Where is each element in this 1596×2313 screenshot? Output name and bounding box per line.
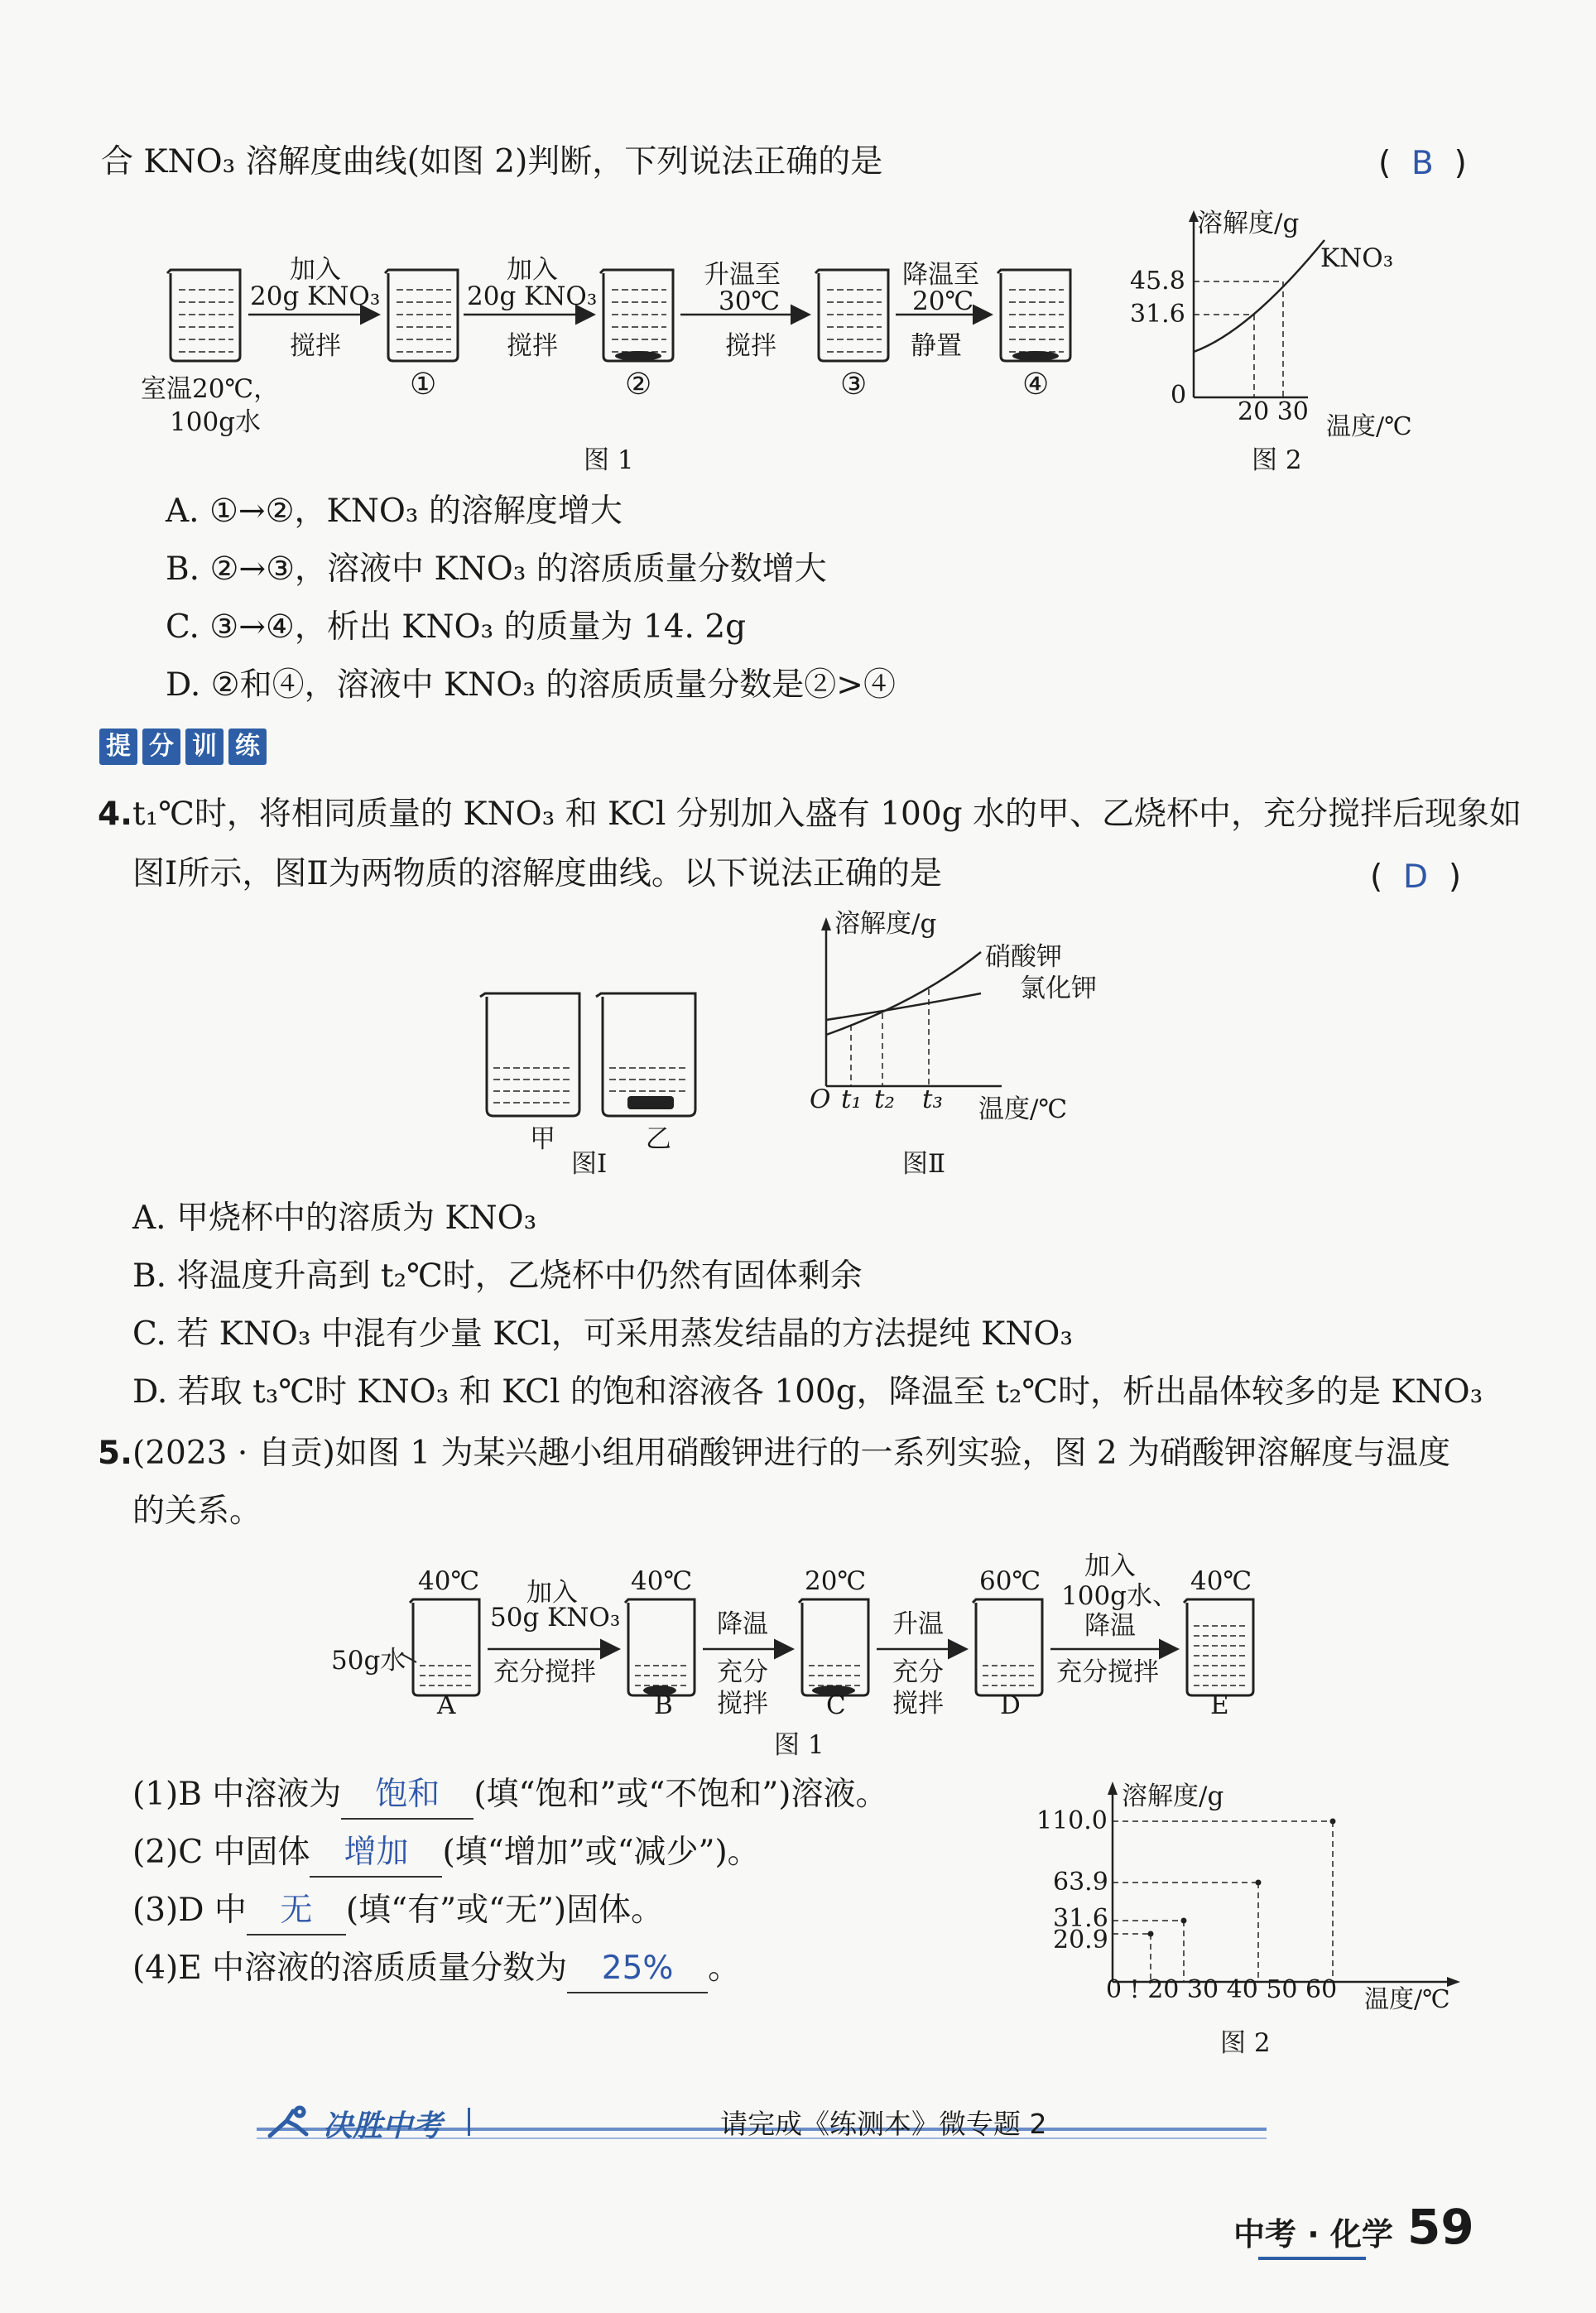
section-tag-4: 练 <box>228 729 267 765</box>
footer-subject: 中考 · 化学 <box>1233 2216 1393 2253</box>
solid-4 <box>1012 351 1059 361</box>
q3-step4-top1: 降温至 <box>902 260 979 290</box>
beaker-d <box>973 1599 1042 1695</box>
q3-step4-bottom: 静置 <box>911 331 962 361</box>
point-40 <box>1256 1880 1262 1886</box>
q5-label-a: A <box>437 1690 456 1720</box>
beaker-jia <box>480 993 579 1116</box>
q3-answer-bracket: ( B ) <box>1378 145 1467 182</box>
q3-step1-bottom: 搅拌 <box>290 331 341 361</box>
q5-s3-bottom2: 搅拌 <box>892 1689 944 1719</box>
q3-fig2-xticks: 20 30 <box>1238 397 1309 426</box>
q4-fig1-diagram <box>472 985 720 1126</box>
q5-fig2-ytick-20.9: 20.9 <box>1053 1926 1108 1955</box>
q5-line1: (2023 · 自贡)如图 1 为某兴趣小组用硝酸钾进行的一系列实验，图 2 为硝酸钾溶解度与温度 <box>132 1435 1451 1472</box>
solid-yi <box>627 1096 674 1109</box>
q5-s2-bottom1: 充分 <box>717 1657 768 1687</box>
beaker-3 <box>815 270 888 361</box>
q3-option-c: C. ③→④，析出 KNO₃ 的质量为 14. 2g <box>166 608 747 646</box>
beaker-1 <box>385 270 458 361</box>
solid-2 <box>615 351 661 361</box>
q5-temp-a: 40℃ <box>418 1566 480 1596</box>
q4-fig1-caption: 图Ⅰ <box>571 1149 608 1179</box>
q4-line2: 图Ⅰ所示，图Ⅱ为两物质的溶解度曲线。以下说法正确的是 <box>132 855 942 892</box>
q5-sub2-post: (填“增加”或“减少”)。 <box>442 1834 760 1871</box>
q3-step3-bottom: 搅拌 <box>725 331 776 361</box>
q5-s4-top1: 加入 <box>1084 1551 1136 1581</box>
footer-underline <box>1258 2257 1366 2260</box>
q3-label-4: ④ <box>1022 368 1050 402</box>
section-tag-1: 提 <box>99 729 137 765</box>
q3-fig1-caption: 图 1 <box>584 445 634 475</box>
q3-step3-top1: 升温至 <box>704 260 781 290</box>
q4-label-yi: 乙 <box>646 1124 671 1154</box>
q4-option-a: A. 甲烧杯中的溶质为 KNO₃ <box>132 1200 537 1237</box>
q5-label-d: D <box>1000 1690 1021 1720</box>
q5-s4-bottom: 充分搅拌 <box>1056 1657 1159 1687</box>
q5-sub4 <box>132 1945 740 1993</box>
footer-brand: 决胜中考 <box>323 2109 443 2143</box>
q5-s3-bottom1: 充分 <box>892 1657 944 1687</box>
q4-fig2-caption: 图Ⅱ <box>902 1149 946 1179</box>
q5-sub2-pre: (2)C 中固体 <box>132 1834 310 1871</box>
q4-number: 4. <box>98 796 132 833</box>
q5-temp-d: 60℃ <box>979 1566 1041 1596</box>
q4-option-c: C. 若 KNO₃ 中混有少量 KCl，可采用蒸发结晶的方法提纯 KNO₃ <box>132 1315 1073 1353</box>
beaker-4 <box>997 270 1070 361</box>
q3-step3-top2: 30℃ <box>719 286 781 316</box>
q3-label-1: ① <box>410 368 437 402</box>
q3-fig2-ytick-0: 0 <box>1171 381 1187 410</box>
beaker-b <box>625 1599 695 1695</box>
q4-fig2-chart <box>803 911 1134 1109</box>
page-number: 59 <box>1407 2199 1474 2255</box>
q5-sub3 <box>132 1887 663 1936</box>
q4-fig2-curve1: 硝酸钾 <box>985 942 1062 972</box>
q5-water-label: 50g水 <box>331 1646 406 1676</box>
q5-fig2-ytick-63.9: 63.9 <box>1053 1868 1108 1897</box>
q4-line1: t₁℃时，将相同质量的 KNO₃ 和 KCl 分别加入盛有 100g 水的甲、乙烧杯中，充分搅拌后现象如 <box>132 796 1521 833</box>
q5-temp-c: 20℃ <box>805 1566 867 1596</box>
q5-sub4-post: 。 <box>708 1950 741 1987</box>
beaker-a <box>410 1599 479 1695</box>
q3-step2-top2: 20g KNO₃ <box>467 281 598 311</box>
beaker-c <box>799 1599 868 1695</box>
q5-s1-bottom: 充分搅拌 <box>493 1657 596 1687</box>
q3-fig2-curve-label: KNO₃ <box>1320 243 1394 273</box>
runner-icon <box>263 2103 313 2144</box>
q3-label-3: ③ <box>840 368 868 402</box>
q3-step4-top2: 20℃ <box>912 286 974 316</box>
kcl-curve <box>826 993 981 1020</box>
q3-step2-bottom: 搅拌 <box>507 331 558 361</box>
q5-sub4-answer[interactable]: 25% <box>567 1945 708 1993</box>
q5-sub3-pre: (3)D 中 <box>132 1892 247 1929</box>
q4-fig2-xtick-t2: t₂ <box>874 1084 895 1114</box>
beaker-e <box>1184 1599 1253 1695</box>
beaker-2 <box>600 270 673 361</box>
section-tag-2: 分 <box>142 729 180 765</box>
q5-label-b: B <box>654 1690 673 1720</box>
footer-divider <box>468 2108 470 2136</box>
point-30 <box>1181 1918 1187 1924</box>
q3-option-b: B. ②→③，溶液中 KNO₃ 的溶质质量分数增大 <box>166 551 827 588</box>
q5-s2-top: 降温 <box>717 1609 768 1639</box>
q3-step1-top2: 20g KNO₃ <box>250 281 381 311</box>
q5-sub1 <box>132 1772 888 1820</box>
q4-option-d: D. 若取 t₃℃时 KNO₃ 和 KCl 的饱和溶液各 100g，降温至 t₂℃时，析出晶体较多的是 KNO₃ <box>132 1373 1483 1411</box>
q5-sub1-pre: (1)B 中溶液为 <box>132 1776 342 1813</box>
q3-start-label2: 100g水 <box>170 407 262 437</box>
q3-fig2-xlabel: 温度/℃ <box>1326 412 1412 441</box>
q4-option-b: B. 将温度升高到 t₂℃时，乙烧杯中仍然有固体剩余 <box>132 1257 863 1295</box>
q4-fig2-curve2: 氯化钾 <box>1020 974 1097 1003</box>
point-60 <box>1330 1819 1336 1825</box>
q3-fig2-caption: 图 2 <box>1252 445 1302 475</box>
q5-sub3-post: (填“有”或“无”)固体。 <box>345 1892 664 1929</box>
q3-label-2: ② <box>625 368 652 402</box>
q4-fig2-xtick-t3: t₃ <box>922 1084 943 1114</box>
q5-temp-e: 40℃ <box>1190 1566 1252 1596</box>
q3-option-a: A. ①→②，KNO₃ 的溶解度增大 <box>166 493 623 530</box>
q5-sub4-pre: (4)E 中溶液的溶质质量分数为 <box>132 1950 568 1987</box>
footer-note: 请完成《练测本》微专题 2 <box>720 2108 1047 2140</box>
kno3-curve <box>1194 240 1324 352</box>
q5-s1-top2: 50g KNO₃ <box>490 1603 621 1633</box>
q3-stem: 合 KNO₃ 溶解度曲线(如图 2)判断，下列说法正确的是 <box>101 143 883 180</box>
q5-fig2-ylabel: 溶解度/g <box>1122 1782 1224 1811</box>
q3-fig2-ytick-31.6: 31.6 <box>1130 300 1185 329</box>
q5-fig2-ytick-31.6: 31.6 <box>1053 1904 1108 1933</box>
q3-start-label1: 室温20℃， <box>141 374 280 404</box>
q5-fig2-xticks: 0 ! 20 30 40 50 60 <box>1106 1975 1338 2004</box>
q4-label-jia: 甲 <box>530 1124 555 1154</box>
q3-fig2-ylabel: 溶解度/g <box>1197 209 1300 238</box>
q3-step1-top1: 加入 <box>290 255 341 285</box>
q5-s3-top: 升温 <box>892 1609 944 1639</box>
q5-sub1-answer[interactable]: 饱和 <box>341 1772 474 1820</box>
q5-temp-b: 40℃ <box>631 1566 693 1596</box>
q5-number: 5. <box>98 1435 132 1472</box>
point-20 <box>1148 1931 1154 1937</box>
q5-fig1-caption: 图 1 <box>774 1730 824 1760</box>
q5-fig2-caption: 图 2 <box>1220 2028 1271 2058</box>
q5-sub2-answer[interactable]: 增加 <box>310 1830 442 1878</box>
section-tag <box>99 729 272 765</box>
q5-label-e: E <box>1210 1690 1229 1720</box>
q4-fig2-xtick-t1: t₁ <box>841 1084 862 1114</box>
q3-option-d: D. ②和④，溶液中 KNO₃ 的溶质质量分数是②>④ <box>166 666 896 704</box>
q5-label-c: C <box>826 1690 846 1720</box>
q5-fig2-ytick-110: 110.0 <box>1036 1806 1108 1835</box>
q3-fig2-ytick-45.8: 45.8 <box>1130 267 1185 296</box>
section-tag-3: 训 <box>185 729 224 765</box>
q4-fig2-xlabel: 温度/℃ <box>978 1094 1068 1124</box>
q5-s4-top2: 100g水、 <box>1061 1581 1179 1611</box>
q5-sub3-answer[interactable]: 无 <box>247 1887 346 1936</box>
q4-answer: D <box>1403 858 1429 896</box>
q5-sub1-post: (填“饱和”或“不饱和”)溶液。 <box>474 1776 888 1813</box>
kno3-curve <box>826 952 981 1035</box>
q4-answer-bracket: ( D ) <box>1370 858 1462 896</box>
q5-sub2 <box>132 1830 760 1878</box>
q5-s1-top1: 加入 <box>526 1578 578 1608</box>
q4-fig2-origin: O <box>810 1084 831 1114</box>
q5-fig2-xlabel: 温度/℃ <box>1364 1985 1450 2014</box>
q5-s2-bottom2: 搅拌 <box>717 1689 768 1719</box>
q4-fig2-ylabel: 溶解度/g <box>834 909 937 939</box>
q3-answer: B <box>1411 145 1434 182</box>
beaker-start <box>167 270 240 361</box>
q3-step2-top1: 加入 <box>507 255 558 285</box>
q5-line2: 的关系。 <box>132 1493 262 1530</box>
q5-s4-top3: 降温 <box>1084 1611 1136 1641</box>
q5-fig2-chart <box>1051 1772 1465 2003</box>
